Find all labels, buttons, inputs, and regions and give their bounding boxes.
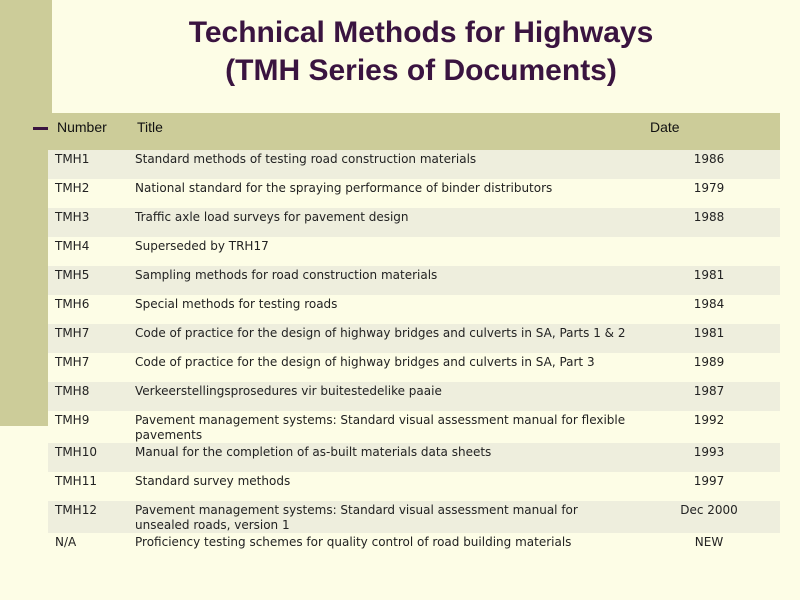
header-number: Number	[48, 113, 128, 150]
table-row	[48, 295, 780, 324]
table-row	[48, 266, 780, 295]
cell-title: Standard survey methods	[128, 472, 638, 501]
header-title: Title	[128, 113, 638, 150]
cell-date: 1992	[638, 411, 780, 443]
cell-date: 1981	[638, 266, 780, 295]
table-row	[48, 179, 780, 208]
cell-date	[638, 237, 780, 266]
cell-title: Traffic axle load surveys for pavement design	[128, 208, 638, 237]
cell-date: 1984	[638, 295, 780, 324]
cell-title: Superseded by TRH17	[128, 237, 638, 266]
cell-date: 1987	[638, 382, 780, 411]
table-row	[48, 382, 780, 411]
table-row	[48, 324, 780, 353]
title-line-1: Technical Methods for Highways	[188, 16, 654, 49]
title-line-2: (TMH Series of Documents)	[225, 54, 617, 87]
tmh-table	[48, 113, 780, 571]
cell-date: 1988	[638, 208, 780, 237]
table-row	[48, 150, 780, 179]
table-row	[48, 472, 780, 501]
cell-title: Sampling methods for road construction materials	[128, 266, 638, 295]
cell-title: Standard methods of testing road construction materials	[128, 150, 638, 179]
cell-title: Special methods for testing roads	[128, 295, 638, 324]
cell-title: Pavement management systems: Standard visual assessment manual for flexible pavements	[128, 411, 638, 443]
cell-number: N/A	[48, 533, 128, 571]
table-row	[48, 533, 780, 571]
cell-number: TMH6	[48, 295, 128, 324]
cell-title: Code of practice for the design of highway bridges and culverts in SA, Parts 1 & 2	[128, 324, 638, 353]
cell-date: NEW	[638, 533, 780, 571]
cell-number: TMH5	[48, 266, 128, 295]
table-header-row	[48, 113, 780, 150]
cell-date: 1993	[638, 443, 780, 472]
cell-number: TMH9	[48, 411, 128, 443]
table-row	[48, 411, 780, 443]
cell-date: 1979	[638, 179, 780, 208]
cell-title: Code of practice for the design of highway bridges and culverts in SA, Part 3	[128, 353, 638, 382]
cell-number: TMH4	[48, 237, 128, 266]
bullet-dash	[33, 127, 48, 130]
table-row	[48, 353, 780, 382]
cell-number: TMH8	[48, 382, 128, 411]
cell-title: Pavement management systems: Standard visual assessment manual for unsealed roads, version 1	[128, 501, 638, 533]
header-date: Date	[638, 113, 780, 150]
table-row	[48, 443, 780, 472]
cell-number: TMH7	[48, 353, 128, 382]
page-title	[0, 14, 800, 90]
cell-number: TMH10	[48, 443, 128, 472]
cell-number: TMH2	[48, 179, 128, 208]
cell-number: TMH3	[48, 208, 128, 237]
cell-date: 1981	[638, 324, 780, 353]
cell-number: TMH7	[48, 324, 128, 353]
cell-date: 1997	[638, 472, 780, 501]
cell-title: Manual for the completion of as-built materials data sheets	[128, 443, 638, 472]
cell-title: Verkeerstellingsprosedures vir buitestedelike paaie	[128, 382, 638, 411]
cell-date: Dec 2000	[638, 501, 780, 533]
table-row	[48, 237, 780, 266]
cell-title: Proficiency testing schemes for quality control of road building materials	[128, 533, 638, 571]
cell-date: 1986	[638, 150, 780, 179]
cell-title: National standard for the spraying performance of binder distributors	[128, 179, 638, 208]
table-row	[48, 501, 780, 533]
cell-date: 1989	[638, 353, 780, 382]
cell-number: TMH11	[48, 472, 128, 501]
cell-number: TMH12	[48, 501, 128, 533]
cell-number: TMH1	[48, 150, 128, 179]
table-row	[48, 208, 780, 237]
